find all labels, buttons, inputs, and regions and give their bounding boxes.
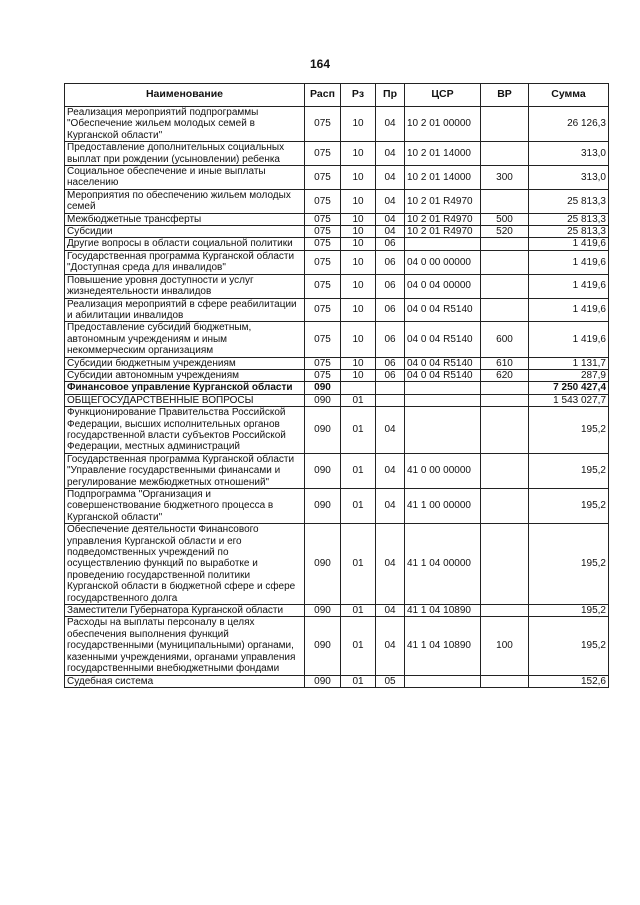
cell-pr: 04 bbox=[376, 226, 405, 238]
budget-table bbox=[64, 83, 609, 688]
cell-csr bbox=[405, 394, 481, 406]
cell-rz: 01 bbox=[341, 605, 376, 617]
table-row bbox=[65, 322, 609, 357]
cell-name: Реализация мероприятий подпрограммы "Обеспечение жильем молодых семей в Курганской области" bbox=[65, 107, 305, 142]
cell-vr bbox=[481, 453, 529, 488]
cell-name: Другие вопросы в области социальной политики bbox=[65, 238, 305, 250]
cell-rz: 10 bbox=[341, 322, 376, 357]
cell-rz: 01 bbox=[341, 453, 376, 488]
cell-sum: 26 126,3 bbox=[529, 107, 609, 142]
header-sum: Сумма bbox=[529, 84, 609, 107]
cell-rasp: 090 bbox=[305, 605, 341, 617]
cell-csr: 04 0 00 00000 bbox=[405, 250, 481, 274]
table-row bbox=[65, 250, 609, 274]
cell-name: Субсидии bbox=[65, 226, 305, 238]
table-row bbox=[65, 382, 609, 394]
cell-pr: 05 bbox=[376, 675, 405, 687]
cell-sum: 287,9 bbox=[529, 369, 609, 381]
cell-rz: 10 bbox=[341, 357, 376, 369]
cell-vr: 500 bbox=[481, 213, 529, 225]
cell-name: Функционирование Правительства Российской Федерации, высших исполнительных органов государственной власти субъектов Российской Федерации, местных администраций bbox=[65, 407, 305, 454]
cell-vr bbox=[481, 605, 529, 617]
cell-csr: 04 0 04 R5140 bbox=[405, 322, 481, 357]
cell-rz: 10 bbox=[341, 107, 376, 142]
cell-rz: 10 bbox=[341, 298, 376, 322]
cell-name: Реализация мероприятий в сфере реабилитации и абилитации инвалидов bbox=[65, 298, 305, 322]
table-row bbox=[65, 489, 609, 524]
cell-csr: 04 0 04 R5140 bbox=[405, 298, 481, 322]
table-row bbox=[65, 189, 609, 213]
cell-pr: 04 bbox=[376, 142, 405, 166]
cell-rasp: 090 bbox=[305, 382, 341, 394]
cell-vr bbox=[481, 142, 529, 166]
cell-name: Субсидии бюджетным учреждениям bbox=[65, 357, 305, 369]
cell-vr bbox=[481, 250, 529, 274]
cell-sum: 1 419,6 bbox=[529, 274, 609, 298]
cell-pr: 06 bbox=[376, 322, 405, 357]
table-row bbox=[65, 617, 609, 675]
cell-vr bbox=[481, 675, 529, 687]
cell-vr bbox=[481, 189, 529, 213]
cell-pr: 04 bbox=[376, 107, 405, 142]
cell-name: Подпрограмма "Организация и совершенствование бюджетного процесса в Курганской области" bbox=[65, 489, 305, 524]
cell-name: Предоставление дополнительных социальных выплат при рождении (усыновлении) ребенка bbox=[65, 142, 305, 166]
cell-name: Социальное обеспечение и иные выплаты населению bbox=[65, 166, 305, 190]
cell-vr bbox=[481, 489, 529, 524]
cell-sum: 313,0 bbox=[529, 142, 609, 166]
table-row bbox=[65, 166, 609, 190]
cell-sum: 1 419,6 bbox=[529, 322, 609, 357]
table-row bbox=[65, 274, 609, 298]
cell-csr: 10 2 01 14000 bbox=[405, 142, 481, 166]
cell-sum: 1 131,7 bbox=[529, 357, 609, 369]
cell-csr bbox=[405, 382, 481, 394]
table-header-row bbox=[65, 84, 609, 107]
cell-sum: 195,2 bbox=[529, 605, 609, 617]
cell-rz: 10 bbox=[341, 142, 376, 166]
cell-rz: 01 bbox=[341, 394, 376, 406]
cell-vr bbox=[481, 274, 529, 298]
cell-rasp: 075 bbox=[305, 142, 341, 166]
table-row bbox=[65, 407, 609, 454]
cell-name: Судебная система bbox=[65, 675, 305, 687]
cell-sum: 1 419,6 bbox=[529, 298, 609, 322]
cell-rasp: 090 bbox=[305, 617, 341, 675]
cell-name: Межбюджетные трансферты bbox=[65, 213, 305, 225]
cell-csr: 04 0 04 00000 bbox=[405, 274, 481, 298]
cell-vr bbox=[481, 298, 529, 322]
cell-csr bbox=[405, 675, 481, 687]
cell-rz: 01 bbox=[341, 675, 376, 687]
cell-rasp: 075 bbox=[305, 250, 341, 274]
cell-sum: 1 419,6 bbox=[529, 250, 609, 274]
table-row bbox=[65, 357, 609, 369]
cell-vr: 610 bbox=[481, 357, 529, 369]
cell-name: Мероприятия по обеспечению жильем молодых семей bbox=[65, 189, 305, 213]
table-row bbox=[65, 226, 609, 238]
cell-csr: 10 2 01 R4970 bbox=[405, 189, 481, 213]
cell-pr: 04 bbox=[376, 605, 405, 617]
cell-rasp: 075 bbox=[305, 238, 341, 250]
header-name: Наименование bbox=[65, 84, 305, 107]
cell-name: Финансовое управление Курганской области bbox=[65, 382, 305, 394]
cell-sum: 195,2 bbox=[529, 617, 609, 675]
table-row bbox=[65, 369, 609, 381]
cell-name: Заместители Губернатора Курганской области bbox=[65, 605, 305, 617]
cell-csr: 10 2 01 R4970 bbox=[405, 226, 481, 238]
header-vr: ВР bbox=[481, 84, 529, 107]
cell-vr bbox=[481, 407, 529, 454]
cell-csr bbox=[405, 407, 481, 454]
cell-csr: 04 0 04 R5140 bbox=[405, 369, 481, 381]
cell-rasp: 075 bbox=[305, 226, 341, 238]
table-row bbox=[65, 238, 609, 250]
cell-sum: 195,2 bbox=[529, 407, 609, 454]
cell-rz: 10 bbox=[341, 166, 376, 190]
cell-rz: 10 bbox=[341, 189, 376, 213]
cell-rz: 10 bbox=[341, 238, 376, 250]
cell-rasp: 075 bbox=[305, 357, 341, 369]
cell-csr: 41 1 04 00000 bbox=[405, 524, 481, 605]
cell-rasp: 090 bbox=[305, 453, 341, 488]
cell-csr: 10 2 01 14000 bbox=[405, 166, 481, 190]
table-row bbox=[65, 675, 609, 687]
cell-rz: 10 bbox=[341, 369, 376, 381]
cell-csr: 10 2 01 R4970 bbox=[405, 213, 481, 225]
cell-pr: 06 bbox=[376, 250, 405, 274]
cell-csr: 41 1 04 10890 bbox=[405, 617, 481, 675]
cell-pr bbox=[376, 382, 405, 394]
cell-vr: 100 bbox=[481, 617, 529, 675]
cell-name: Государственная программа Курганской области "Управление государственными финансами и регулирование межбюджетных отношений" bbox=[65, 453, 305, 488]
cell-pr: 04 bbox=[376, 489, 405, 524]
cell-rasp: 090 bbox=[305, 524, 341, 605]
cell-csr: 41 1 04 10890 bbox=[405, 605, 481, 617]
cell-vr: 300 bbox=[481, 166, 529, 190]
cell-rasp: 075 bbox=[305, 189, 341, 213]
cell-rz: 01 bbox=[341, 489, 376, 524]
cell-rz: 10 bbox=[341, 213, 376, 225]
cell-rasp: 075 bbox=[305, 298, 341, 322]
cell-rasp: 090 bbox=[305, 489, 341, 524]
cell-rasp: 090 bbox=[305, 675, 341, 687]
cell-rasp: 090 bbox=[305, 407, 341, 454]
cell-vr: 620 bbox=[481, 369, 529, 381]
cell-rz: 10 bbox=[341, 226, 376, 238]
cell-pr: 04 bbox=[376, 617, 405, 675]
cell-pr: 06 bbox=[376, 298, 405, 322]
table-row bbox=[65, 605, 609, 617]
cell-rz: 01 bbox=[341, 524, 376, 605]
cell-rasp: 075 bbox=[305, 107, 341, 142]
cell-sum: 25 813,3 bbox=[529, 226, 609, 238]
cell-pr: 04 bbox=[376, 524, 405, 605]
table-row bbox=[65, 107, 609, 142]
cell-pr: 06 bbox=[376, 369, 405, 381]
table-row bbox=[65, 213, 609, 225]
cell-pr: 04 bbox=[376, 166, 405, 190]
cell-pr: 04 bbox=[376, 453, 405, 488]
cell-rz: 01 bbox=[341, 407, 376, 454]
cell-name: Повышение уровня доступности и услуг жизнедеятельности инвалидов bbox=[65, 274, 305, 298]
cell-pr: 04 bbox=[376, 189, 405, 213]
cell-rz: 10 bbox=[341, 274, 376, 298]
cell-rasp: 075 bbox=[305, 322, 341, 357]
cell-csr: 10 2 01 00000 bbox=[405, 107, 481, 142]
table-row bbox=[65, 298, 609, 322]
cell-rz bbox=[341, 382, 376, 394]
page-number: 164 bbox=[309, 57, 331, 71]
cell-csr: 04 0 04 R5140 bbox=[405, 357, 481, 369]
cell-sum: 25 813,3 bbox=[529, 213, 609, 225]
cell-rasp: 075 bbox=[305, 369, 341, 381]
cell-pr: 04 bbox=[376, 213, 405, 225]
table-body bbox=[65, 107, 609, 688]
cell-sum: 25 813,3 bbox=[529, 189, 609, 213]
cell-pr: 06 bbox=[376, 357, 405, 369]
cell-pr bbox=[376, 394, 405, 406]
cell-vr: 520 bbox=[481, 226, 529, 238]
cell-sum: 152,6 bbox=[529, 675, 609, 687]
cell-name: Обеспечение деятельности Финансового управления Курганской области и его подведомственных учреждений по осуществлению функций по выработке и проведению государственной политики Курганской области в бюджетной сфере и сфере государственного долга bbox=[65, 524, 305, 605]
header-rz: Рз bbox=[341, 84, 376, 107]
cell-pr: 06 bbox=[376, 238, 405, 250]
cell-vr bbox=[481, 107, 529, 142]
cell-rasp: 075 bbox=[305, 166, 341, 190]
header-csr: ЦСР bbox=[405, 84, 481, 107]
cell-pr: 06 bbox=[376, 274, 405, 298]
cell-csr bbox=[405, 238, 481, 250]
table-row bbox=[65, 453, 609, 488]
header-pr: Пр bbox=[376, 84, 405, 107]
header-rasp: Расп bbox=[305, 84, 341, 107]
cell-vr bbox=[481, 524, 529, 605]
cell-pr: 04 bbox=[376, 407, 405, 454]
cell-sum: 1 419,6 bbox=[529, 238, 609, 250]
cell-vr: 600 bbox=[481, 322, 529, 357]
cell-csr: 41 1 00 00000 bbox=[405, 489, 481, 524]
cell-rasp: 075 bbox=[305, 213, 341, 225]
cell-name: Расходы на выплаты персоналу в целях обеспечения выполнения функций государственными (муниципальными) органами, казенными учреждениями, органами управления государственными внебюджетными фондами bbox=[65, 617, 305, 675]
cell-sum: 195,2 bbox=[529, 489, 609, 524]
cell-rasp: 075 bbox=[305, 274, 341, 298]
cell-vr bbox=[481, 238, 529, 250]
cell-csr: 41 0 00 00000 bbox=[405, 453, 481, 488]
cell-name: Субсидии автономным учреждениям bbox=[65, 369, 305, 381]
cell-vr bbox=[481, 394, 529, 406]
cell-rasp: 090 bbox=[305, 394, 341, 406]
table-row bbox=[65, 524, 609, 605]
cell-sum: 313,0 bbox=[529, 166, 609, 190]
cell-name: Государственная программа Курганской области "Доступная среда для инвалидов" bbox=[65, 250, 305, 274]
table-row bbox=[65, 394, 609, 406]
cell-sum: 7 250 427,4 bbox=[529, 382, 609, 394]
table-row bbox=[65, 142, 609, 166]
cell-name: Предоставление субсидий бюджетным, автономным учреждениям и иным некоммерческим организациям bbox=[65, 322, 305, 357]
cell-sum: 195,2 bbox=[529, 453, 609, 488]
cell-rz: 01 bbox=[341, 617, 376, 675]
cell-vr bbox=[481, 382, 529, 394]
cell-name: ОБЩЕГОСУДАРСТВЕННЫЕ ВОПРОСЫ bbox=[65, 394, 305, 406]
cell-sum: 1 543 027,7 bbox=[529, 394, 609, 406]
cell-sum: 195,2 bbox=[529, 524, 609, 605]
cell-rz: 10 bbox=[341, 250, 376, 274]
